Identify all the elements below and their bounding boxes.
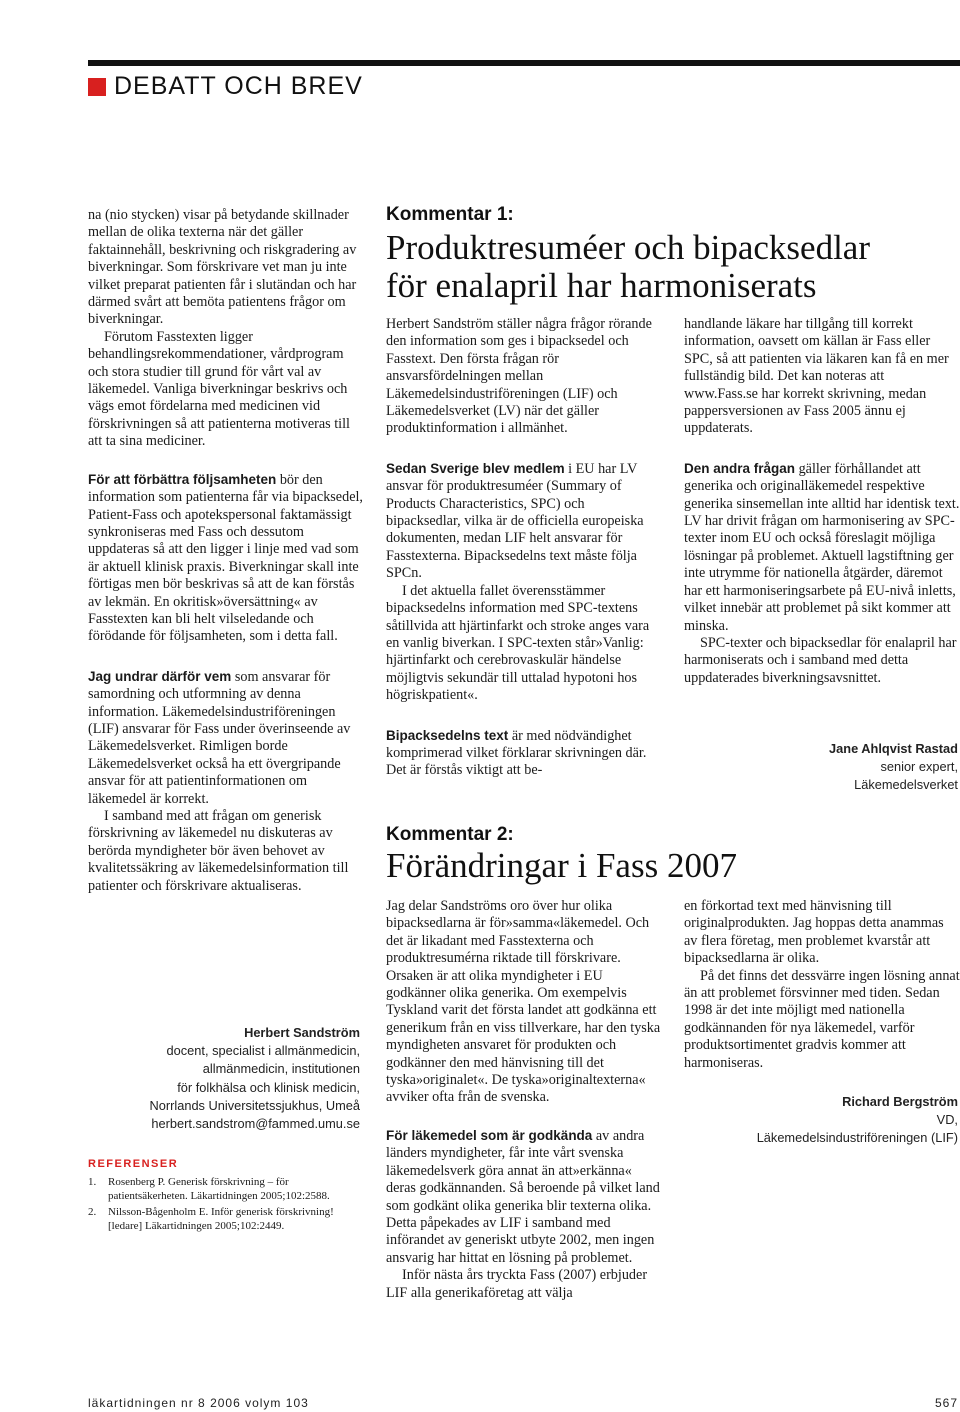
left-para-4-lead: Jag undrar därför vem — [88, 668, 232, 684]
k1a-para-3: I det aktuella fallet överensstämmer bipacksedelns information med SPC-textens såtillvida att hjärtinfarkt och stroke anges vara en vanlig biverkan. I SPC-texten står»Vanlig: hjärtinfarkt och cerebrovaskulär händelse möjligtvis sekundär till uttalad hypotoni hos högriskpatient«. — [386, 582, 650, 704]
k1b-para-1: handlande läkare har tillgång till korrekt information, oavsett om källan är Fass eller SPC, så att patienten via läkaren kan få en mer fullständig bild. Det kan noteras att www.Fass.se har korrekt skrivning, medan pappersversionen av Fass 2005 ännu ej uppdaterats. — [684, 316, 949, 437]
reference-number: 2. — [88, 1206, 97, 1218]
footer-publication: läkartidningen nr 8 2006 volym 103 — [88, 1396, 309, 1410]
kommentar2-title: Förändringar i Fass 2007 — [386, 846, 737, 885]
k1b-para-3: SPC-texter och bipacksedlar för enalapril har harmoniserats och i samband med detta uppdaterades biverkningsavsnittet. — [684, 634, 957, 686]
left-para-3-text: bör den information som patienterna får via bipacksedel, Patient-Fass och apotekspersonal faktamässigt synkroniseras med Fass och dessutom uppdateras så att den ligger i linje med vad som är aktuell klinisk praxis. Biverkningar skall inte förtigas men bör beskrivas så att de kan förstås av lekmän. En okritisk»översättning« av Fasstexten kan bli helt vilseledande och förödande för följsamheten, som i detta fall. — [88, 471, 363, 645]
left-para-3-lead: För att förbättra följsamheten — [88, 471, 277, 487]
k2b-para-2: På det finns det dessvärre ingen lösning annat än att problemet försvinner med tiden. Sedan 1998 är det inte möjligt med nationella godkännanden för nya läkemedel, varför produktsortimentet gradvis kommer att harmoniseras. — [684, 967, 960, 1071]
kommentar2-column-a — [386, 898, 662, 1302]
signature-name: Herbert Sandström — [244, 1025, 360, 1040]
signature-line: allmänmedicin, institutionen — [202, 1061, 360, 1077]
signature-bergstrom — [658, 1093, 958, 1148]
k2b-para-1: en förkortad text med hänvisning till originalprodukten. Jag hoppas detta anammas av flera företag, men problemet kvarstår att bipacksedlarna är olika. — [684, 898, 944, 967]
kommentar2-label: Kommentar 2: — [386, 824, 514, 845]
header-rule — [88, 60, 960, 66]
k1a-para-4-lead: Bipacksedelns text — [386, 727, 509, 743]
references — [88, 1158, 364, 1236]
k2a-para-2-lead: För läkemedel som är godkända — [386, 1127, 593, 1143]
signature-name: Jane Ahlqvist Rastad — [829, 741, 958, 756]
reference-item — [88, 1206, 364, 1233]
left-para-4-text: som ansvarar för samordning och utformning av denna information. Läkemedelsindustriföreningen (LIF) ansvarar för Fass under överinseende av Läkemedelsverket. Rimligen borde Läkemedelsverket också ha ett övergripande ansvar för att patientinformationen om läkemedel är korrekt. — [88, 668, 351, 807]
k1b-para-2-lead: Den andra frågan — [684, 460, 796, 476]
k1a-para-2 — [386, 460, 662, 583]
k1b-para-2 — [684, 460, 960, 635]
left-para-1: na (nio stycken) visar på betydande skillnader mellan de olika texterna när det gäller faktainnehåll, beskrivning och riskgradering av biverkningar. Som förskrivare vet man ju inte vilket preparat patienten får i slutändan och har därmed svårt att bemöta patientens frågor om biverkningar. — [88, 207, 357, 328]
kommentar1-title-line1: Produktresuméer och bipacksedlar — [386, 228, 871, 267]
kommentar1-label: Kommentar 1: — [386, 204, 514, 225]
signature-email: herbert.sandstrom@fammed.umu.se — [151, 1116, 360, 1132]
k2a-para-2-text: av andra länders myndigheter, får inte vårt svenska läkemedelsverk göra annat än att»erkänna« deras godkännanden. Så beroende på vilket land som godkänt olika generika blir texterna olika. Detta påpekades av LIF i samband med införandet av generiskt utbyte 2002, men ingen ansvarig har hittat en lösning på problemet. — [386, 1127, 660, 1266]
k1a-para-2-lead: Sedan Sverige blev medlem — [386, 460, 565, 476]
k1a-para-4 — [386, 727, 662, 780]
signature-line: VD, — [936, 1112, 958, 1128]
signature-line: docent, specialist i allmänmedicin, — [166, 1043, 360, 1059]
kommentar1-title-line2: för enalapril har harmoniserats — [386, 266, 817, 305]
left-para-3 — [88, 471, 364, 646]
left-para-4 — [88, 668, 364, 808]
page-number: 567 — [934, 1396, 958, 1410]
k1b-para-2-text: gäller förhållandet att generika och originalläkemedel respektive generika sinsemellan inte alltid har identisk text. LV har drivit frågan om harmonisering av SPC-texter inom EU och också föreslagit möjliga lösningar på problemet. Aktuell lagstiftning ger inte utrymme för nationella åtgärder, däremot har ett harmoniseringsarbete på EU-nivå inletts, vilket innebär att problemet på sikt kommer att minska. — [684, 460, 960, 634]
section-header — [88, 72, 363, 101]
signature-line: senior expert, — [880, 759, 958, 775]
left-column — [88, 207, 364, 895]
signature-line: för folkhälsa och klinisk medicin, — [177, 1079, 360, 1095]
signature-line: Norrlands Universitetssjukhus, Umeå — [149, 1097, 360, 1113]
signature-name: Richard Bergström — [842, 1094, 958, 1109]
signature-line: Läkemedelsverket — [854, 777, 958, 793]
signature-sandstrom — [60, 1024, 360, 1133]
reference-text: Nilsson-Bågenholm E. Inför generisk förskrivning! [ledare] Läkartidningen 2005;102:2449. — [108, 1206, 334, 1232]
reference-number: 1. — [88, 1176, 97, 1188]
section-title: DEBATT OCH BREV — [114, 72, 363, 100]
kommentar1-column-b — [684, 316, 960, 687]
section-marker-icon — [88, 78, 106, 96]
k2a-para-1: Jag delar Sandströms oro över hur olika bipacksedlarna är för»samma«läkemedel. Och det är likadant med Fasstexterna och produktresumérna riktade till förskrivare. Orsaken är att olika myndigheter i EU godkänner olika generika. Om exempelvis Tyskland varit det första landet att godkänna ett generikum från en viss tillverkare, har den tyska myndigheten ansvaret för produkten och godkänner den med hänvisning till det tyska»originalet«. De tyska»originaltexterna« avviker ofta från de svenska. — [386, 898, 661, 1106]
k1a-para-2-text: i EU har LV ansvar för produktresuméer (Summary of Products Characteristics, SPC) och bipacksedlar, vilka är de officiella europeiska dokumenten, medan LIF helt ansvarar för Fasstexterna. Bipacksedelns text måste följa SPCn. — [386, 460, 644, 582]
signature-rastad — [698, 740, 958, 795]
k1a-para-1: Herbert Sandström ställer några frågor rörande den information som ges i bipacksedel och Fasstext. Den första frågan rör ansvarsfördelningen mellan Läkemedelsindustriföreningen (LIF) och Läkemedelsverket (LV) när det gäller produktinformation i allmänhet. — [386, 316, 652, 437]
k1a-para-4-text: är med nödvändighet komprimerad vilket förklarar skrivningen där. Det är förstås viktigt att be- — [386, 727, 647, 779]
signature-line: Läkemedelsindustriföreningen (LIF) — [756, 1130, 958, 1146]
references-title: REFERENSER — [88, 1158, 179, 1170]
kommentar2-column-b — [684, 898, 960, 1072]
k2a-para-3: Inför nästa års tryckta Fass (2007) erbjuder LIF alla generikaföretag att välja — [386, 1267, 648, 1301]
left-para-5: I samband med att frågan om generisk förskrivning av läkemedel nu diskuteras av berörda myndigheter bör även behovet av kvalitetssäkring av läkemedelsinformation till patienter och förskrivare aktualiseras. — [88, 808, 349, 894]
kommentar1-column-a — [386, 316, 662, 780]
reference-item — [88, 1176, 364, 1203]
left-para-2: Förutom Fasstexten ligger behandlingsrekommendationer, vårdprogram och stora studier till grund för vårt val av läkemedel. Vanliga biverkningar beskrivs och vägs emot fördelarna med medicinen vid förskrivningen så att patienterna motiveras till att ta sina mediciner. — [88, 328, 350, 450]
k2a-para-2 — [386, 1127, 662, 1267]
reference-text: Rosenberg P. Generisk förskrivning – för patientsäkerheten. Läkartidningen 2005;102:2588. — [108, 1176, 330, 1202]
